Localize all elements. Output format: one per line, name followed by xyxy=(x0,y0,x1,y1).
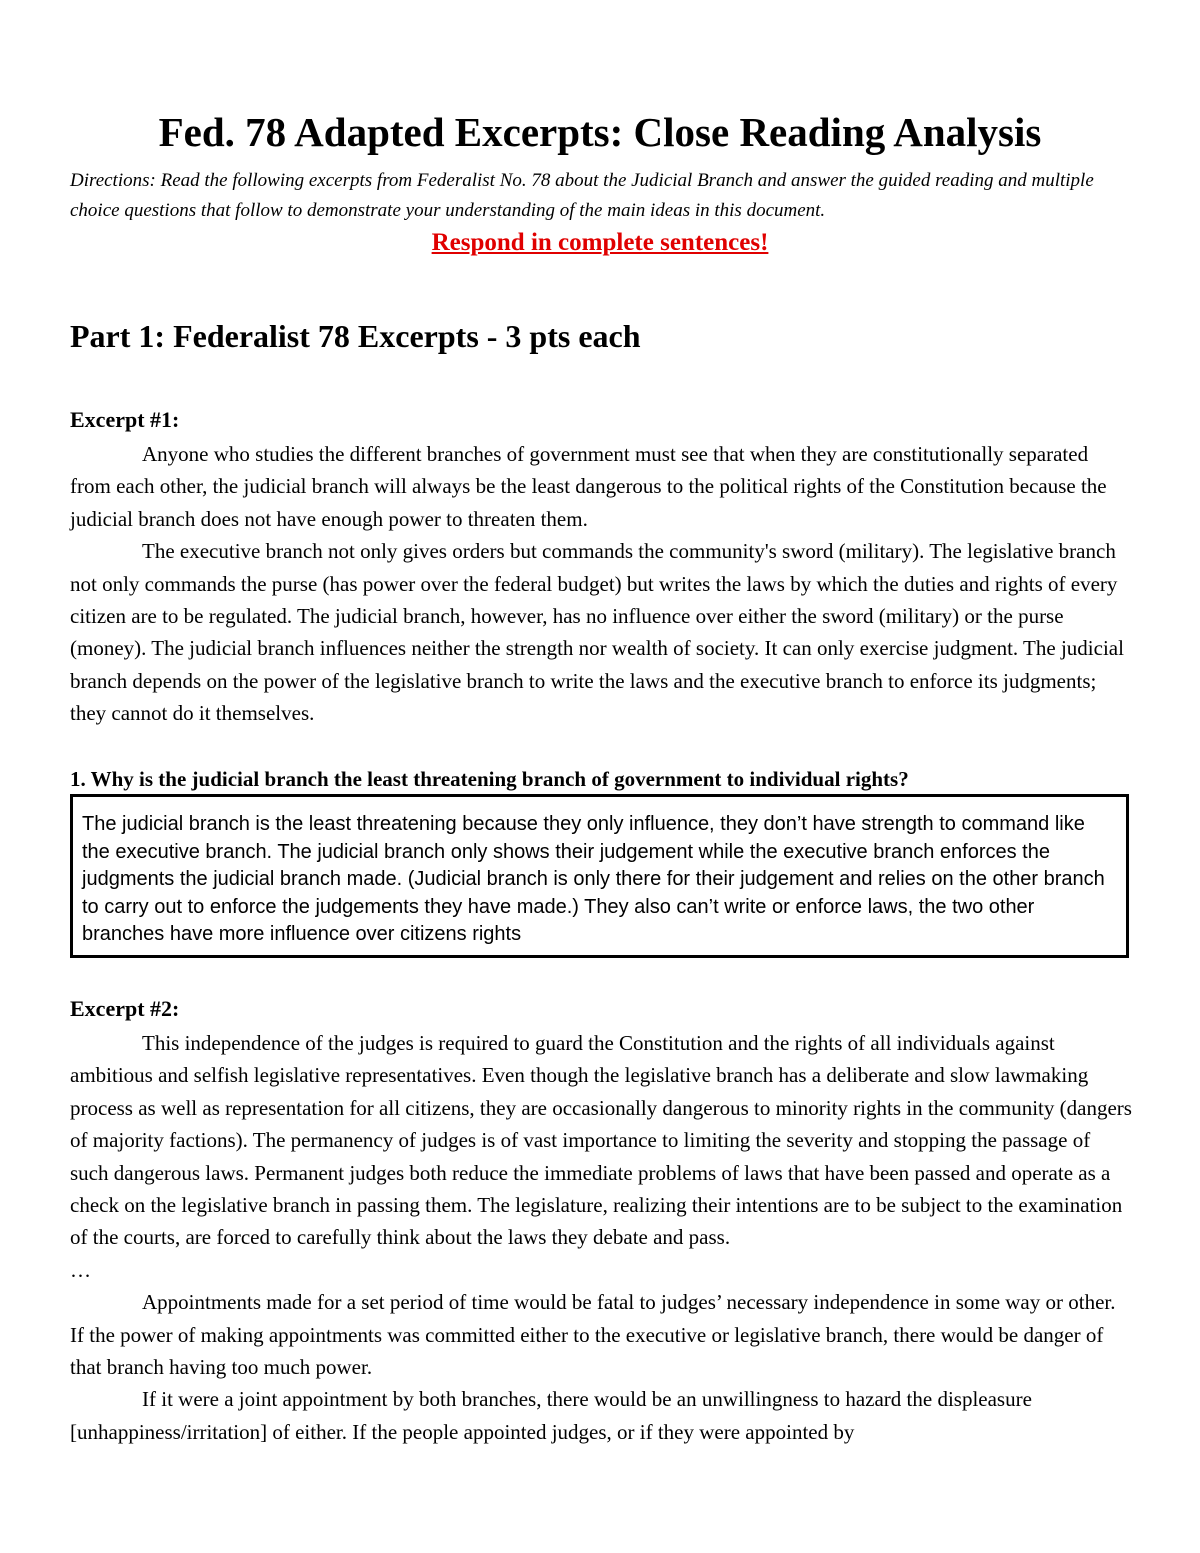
excerpt2-heading: Excerpt #2: xyxy=(70,996,180,1021)
answer-box[interactable] xyxy=(70,794,1129,958)
excerpt2-paragraph: This independence of the judges is required to guard the Constitution and the rights of all individuals against ambitious and selfish legislative representatives. Even though the legislative branch has a deliberate and slow lawmaking process as well as representation for all citizens, they are occasionally dangerous to minority rights in the community (dangers of majority factions). The permanency of judges is of vast importance to limiting the severity and stopping the passage of such dangerous laws. Permanent judges both reduce the immediate problems of laws that have been passed and operate as a check on the legislative branch in passing them. The legislature, realizing their intentions are to be subject to the examination of the courts, are forced to carefully think about the laws they debate and pass. xyxy=(70,1031,1132,1250)
question1-text: 1. Why is the judicial branch the least threatening branch of government to individual rights? xyxy=(70,767,909,791)
excerpt1-paragraph: The executive branch not only gives orders but commands the community's sword (military). The legislative branch not only commands the purse (has power over the federal budget) but writes the laws by which the duties and rights of every citizen are to be regulated. The judicial branch, however, has no influence over either the sword (military) or the purse (money). The judicial branch influences neither the strength nor wealth of society. It can only exercise judgment. The judicial branch depends on the power of the legislative branch to write the laws and the executive branch to enforce its judgments; they cannot do it themselves. xyxy=(70,539,1124,726)
excerpt1-paragraph: Anyone who studies the different branches of government must see that when they are constitutionally separated from each other, the judicial branch will always be the least dangerous to the political rights of the Constitution because the judicial branch does not have enough power to threaten them. xyxy=(70,442,1107,531)
excerpt2-paragraph: If it were a joint appointment by both branches, there would be an unwillingness to hazard the displeasure [unhappiness/irritation] of either. If the people appointed judges, or if they were appointed by xyxy=(70,1387,1032,1444)
document-title: Fed. 78 Adapted Excerpts: Close Reading Analysis xyxy=(158,109,1042,155)
respond-note: Respond in complete sentences! xyxy=(431,229,769,256)
excerpt2-paragraph: Appointments made for a set period of time would be fatal to judges’ necessary independence in some way or other. If the power of making appointments was committed either to the executive or legislative branch, there would be danger of that branch having too much power. xyxy=(70,1290,1116,1380)
excerpt2-body xyxy=(70,1027,1132,1448)
excerpt1-heading: Excerpt #1: xyxy=(70,407,180,432)
directions-text: Directions: Read the following excerpts from Federalist No. 78 about the Judicial Branch and answer the guided reading and multiple choice questions that follow to demonstrate your understanding of the main ideas in this document. xyxy=(70,170,1094,221)
excerpt1-body xyxy=(70,438,1132,730)
answer-text[interactable]: The judicial branch is the least threatening because they only influence, they don’t have strength to command like the executive branch. The judicial branch only shows their judgement while the executive branch enforces the judgments the judicial branch made. (Judicial branch is only there for their judgement and relies on the other branch to carry out to enforce the judgements they have made.) They also can’t write or enforce laws, the two other branches have more influence over citizens rights xyxy=(82,813,1105,946)
excerpt-ellipsis: … xyxy=(70,1257,91,1282)
part1-heading: Part 1: Federalist 78 Excerpts - 3 pts each xyxy=(70,318,641,354)
